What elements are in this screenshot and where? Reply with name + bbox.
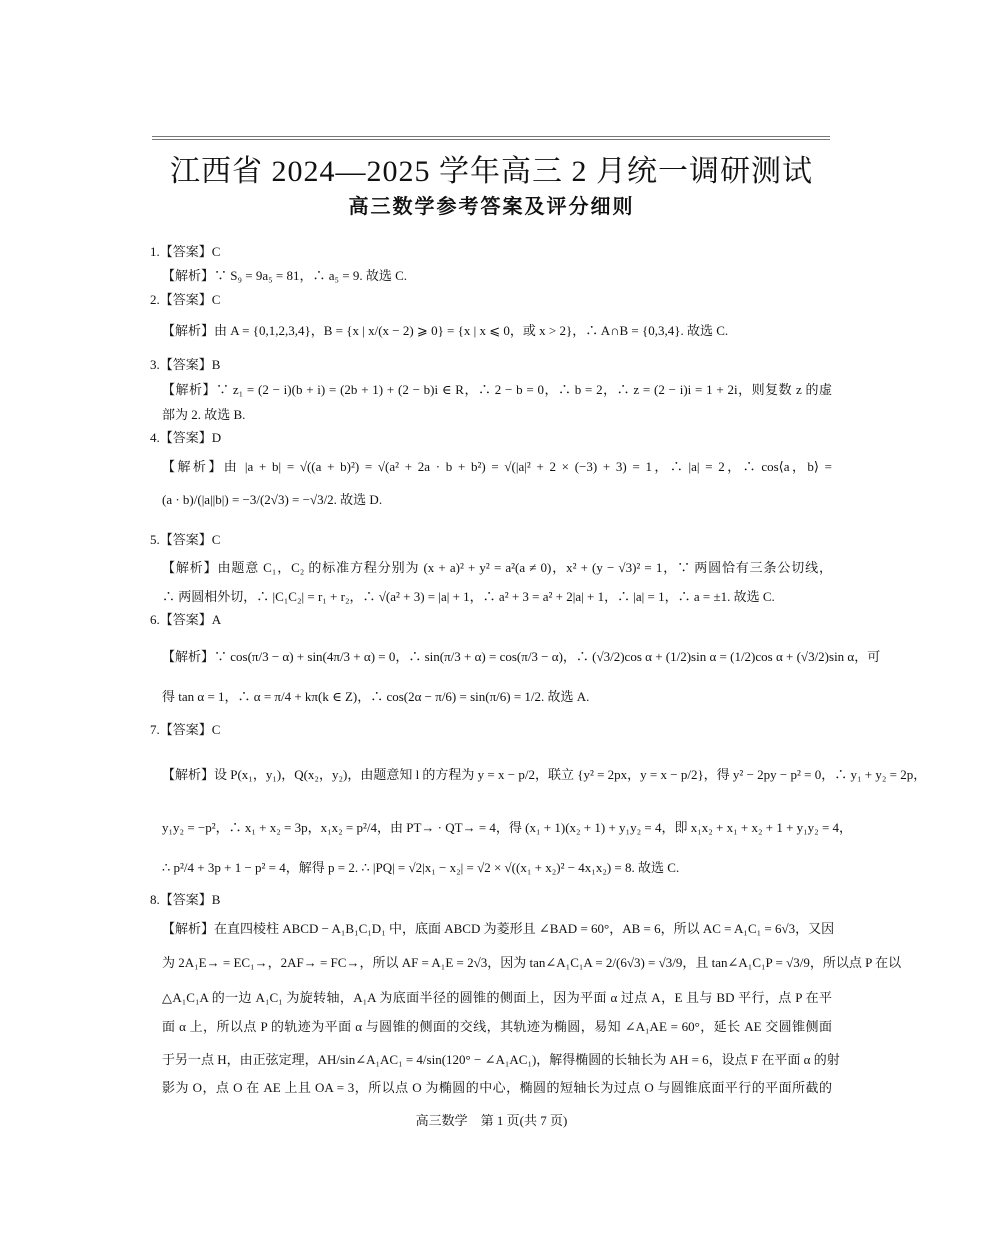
- q8-solution: 于另一点 H，由正弦定理，AH/sin∠A₁AC₁ = 4/sin(120° − ∠A₁AC₁)，解得椭圆的长轴长为 AH = 6，设点 F 在平面 α 的射: [162, 1052, 840, 1067]
- q7-solution: 【解析】设 P(x₁，y₁)，Q(x₂，y₂)，由题意知 l 的方程为 y = x − p/2，联立 {y² = 2px，y = x − p/2}，得 y² − 2py − p² = 0，∴ y₁ + y₂ = 2p，: [162, 767, 927, 782]
- q6-solution: 【解析】∵ cos(π/3 − α) + sin(4π/3 + α) = 0，∴ sin(π/3 + α) = cos(π/3 − α)，∴ (√3/2)cos α + (1/2)sin α = (1/2)cos α + (√3/2)sin α，可: [162, 649, 881, 664]
- q8-solution: 为 2A₁E→ = EC₁→，2AF→ = FC→，所以 AF = A₁E = 2√3，因为 tan∠A₁C₁A = 2/(6√3) = √3/9，且 tan∠A₁C₁P = √3/9，所以点 P 在以: [162, 955, 902, 970]
- q5-solution: 【解析】由题意 C₁，C₂ 的标准方程分别为 (x + a)² + y² = a²(a ≠ 0)，x² + (y − √3)² = 1，∵ 两圆恰有三条公切线，: [162, 560, 832, 575]
- q5-solution: ∴ 两圆相外切，∴ |C₁C₂| = r₁ + r₂，∴ √(a² + 3) = |a| + 1，∴ a² + 3 = a² + 2|a| + 1，∴ |a| = 1，∴ a = ±1. 故选 C.: [162, 589, 775, 604]
- q5-answer: 5.【答案】C: [150, 532, 221, 547]
- q3-solution: 【解析】∵ z₁ = (2 − i)(b + i) = (2b + 1) + (2 − b)i ∈ R，∴ 2 − b = 0，∴ b = 2，∴ z = (2 − i)i = 1 + 2i，则复数 z 的虚: [162, 382, 832, 397]
- q6-answer: 6.【答案】A: [150, 612, 222, 627]
- q4-solution: 【解析】由 |a + b| = √((a + b)²) = √(a² + 2a · b + b²) = √(|a|² + 2 × (−3) + 3) = 1，∴ |a| = 2，∴ cos⟨a，b⟩ =: [162, 459, 832, 474]
- q3-solution: 部为 2. 故选 B.: [162, 407, 246, 422]
- header-rule-top: [152, 136, 830, 137]
- page-title: 江西省 2024—2025 学年高三 2 月统一调研测试: [170, 155, 813, 188]
- page-footer: 高三数学 第 1 页(共 7 页): [415, 1113, 568, 1128]
- q1-solution: 【解析】∵ S₉ = 9a₅ = 81，∴ a₅ = 9. 故选 C.: [162, 268, 408, 283]
- q8-solution: 【解析】在直四棱柱 ABCD − A₁B₁C₁D₁ 中，底面 ABCD 为菱形且 ∠BAD = 60°，AB = 6，所以 AC = A₁C₁ = 6√3，又因: [162, 921, 835, 936]
- q3-answer: 3.【答案】B: [150, 357, 221, 372]
- q8-solution: △A₁C₁A 的一边 A₁C₁ 为旋转轴，A₁A 为底面半径的圆锥的侧面上，因为平面 α 过点 A，E 且与 BD 平行，点 P 在平: [162, 990, 832, 1005]
- q1-answer: 1.【答案】C: [150, 244, 221, 259]
- q7-solution: y₁y₂ = −p²，∴ x₁ + x₂ = 3p，x₁x₂ = p²/4，由 PT→ · QT→ = 4，得 (x₁ + 1)(x₂ + 1) + y₁y₂ = 4，即 x₁x₂ + x₁ + x₂ + 1 + y₁y₂ = 4，: [162, 820, 853, 835]
- q7-answer: 7.【答案】C: [150, 722, 221, 737]
- q6-solution: 得 tan α = 1，∴ α = π/4 + kπ(k ∈ Z)，∴ cos(2α − π/6) = sin(π/6) = 1/2. 故选 A.: [162, 689, 590, 704]
- q2-answer: 2.【答案】C: [150, 292, 221, 307]
- q8-answer: 8.【答案】B: [150, 892, 221, 907]
- q8-solution: 面 α 上，所以点 P 的轨迹为平面 α 与圆锥的侧面的交线，其轨迹为椭圆，易知 ∠A₁AE = 60°，延长 AE 交圆锥侧面: [162, 1019, 832, 1034]
- header-rule-bottom: [152, 139, 830, 140]
- q8-solution: 影为 O，点 O 在 AE 上且 OA = 3，所以点 O 为椭圆的中心，椭圆的短轴长为过点 O 与圆锥底面平行的平面所截的: [162, 1080, 832, 1095]
- q2-solution: 【解析】由 A = {0,1,2,3,4}，B = {x | x/(x − 2) ⩾ 0} = {x | x ⩽ 0，或 x > 2}，∴ A∩B = {0,3,4}. 故选 C.: [162, 323, 729, 338]
- q4-solution: (a · b)/(|a||b|) = −3/(2√3) = −√3/2. 故选 D.: [162, 492, 383, 507]
- q7-solution: ∴ p²/4 + 3p + 1 − p² = 4，解得 p = 2. ∴ |PQ| = √2|x₁ − x₂| = √2 × √((x₁ + x₂)² − 4x₁x₂) = 8. 故选 C.: [162, 860, 680, 875]
- page-subtitle: 高三数学参考答案及评分细则: [348, 194, 635, 218]
- q4-answer: 4.【答案】D: [150, 430, 222, 445]
